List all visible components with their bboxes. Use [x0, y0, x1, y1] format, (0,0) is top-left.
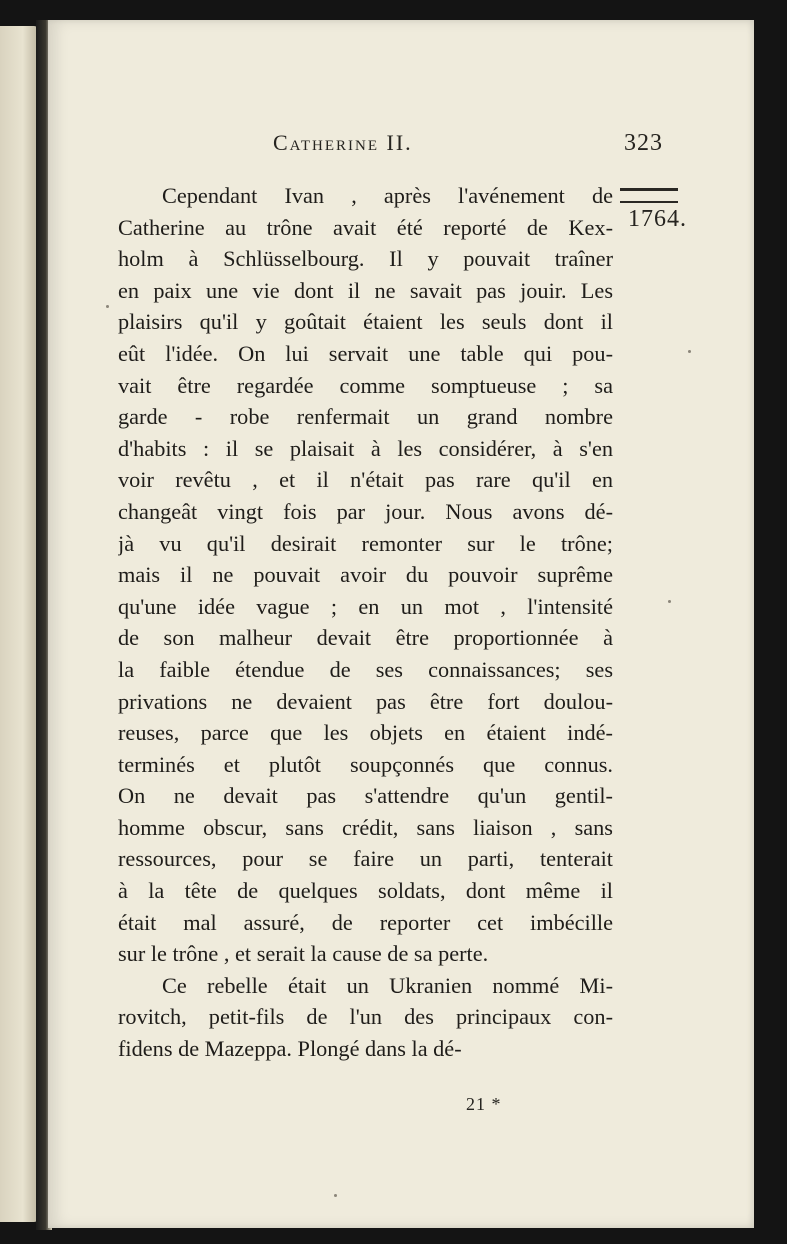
text-line: holm à Schlüsselbourg. Il y pouvait traîner — [118, 246, 613, 272]
text-line: ressources, pour se faire un parti, tenterait — [118, 846, 613, 872]
text-line: sur le trône , et serait la cause de sa perte. — [118, 941, 489, 967]
text-line: d'habits : il se plaisait à les considérer, à s'en — [118, 435, 613, 461]
running-title: Catherine II. — [273, 130, 413, 155]
paper-speck — [668, 600, 671, 603]
text-line: garde - robe renfermait un grand nombre — [118, 404, 613, 430]
text-line: homme obscur, sans crédit, sans liaison , sans — [118, 814, 613, 840]
page-number: 323 — [624, 130, 663, 156]
margin-rule — [620, 188, 678, 203]
text-line: Catherine au trône avait été reporté de Kex- — [118, 214, 613, 240]
facing-page-edge — [0, 26, 38, 1222]
printer-signature: 21 * — [466, 1094, 502, 1114]
paper-speck — [334, 1194, 337, 1197]
text-line: On ne devait pas s'attendre qu'un gentil- — [118, 783, 613, 809]
text-line: rovitch, petit-fils de l'un des principaux con- — [118, 1004, 613, 1030]
text-line: jà vu qu'il desirait remonter sur le trône; — [118, 530, 613, 556]
text-line: privations ne devaient pas être fort doulou- — [118, 688, 613, 714]
paper-speck — [106, 305, 109, 308]
text-line: mais il ne pouvait avoir du pouvoir suprême — [118, 562, 613, 588]
text-line: qu'une idée vague ; en un mot , l'intensité — [118, 593, 613, 619]
text-line: reuses, parce que les objets en étaient indé- — [118, 720, 613, 746]
text-line: de son malheur devait être proportionnée à — [118, 625, 613, 651]
text-line: eût l'idée. On lui servait une table qui pou- — [118, 340, 613, 366]
text-line: plaisirs qu'il y goûtait étaient les seuls dont il — [118, 309, 613, 335]
text-line: en paix une vie dont il ne savait pas jouir. Les — [118, 277, 613, 303]
body-text — [118, 180, 613, 1065]
running-head — [273, 130, 663, 164]
text-line: Ce rebelle était un Ukranien nommé Mi- — [162, 972, 613, 998]
book-page — [48, 20, 754, 1228]
text-line: fidens de Mazeppa. Plongé dans la dé- — [118, 1036, 462, 1062]
text-line: voir revêtu , et il n'était pas rare qu'il en — [118, 467, 613, 493]
text-line: changeât vingt fois par jour. Nous avons dé- — [118, 498, 613, 524]
paper-speck — [688, 350, 691, 353]
text-line: Cependant Ivan , après l'avénement de — [162, 183, 613, 208]
margin-year: 1764. — [628, 206, 687, 232]
text-line: était mal assuré, de reporter cet imbécille — [118, 909, 613, 935]
text-line: la faible étendue de ses connaissances; ses — [118, 656, 613, 682]
text-line: vait être regardée comme somptueuse ; sa — [118, 372, 613, 398]
text-line: à la tête de quelques soldats, dont même il — [118, 878, 613, 904]
text-line: terminés et plutôt soupçonnés que connus. — [118, 751, 613, 777]
